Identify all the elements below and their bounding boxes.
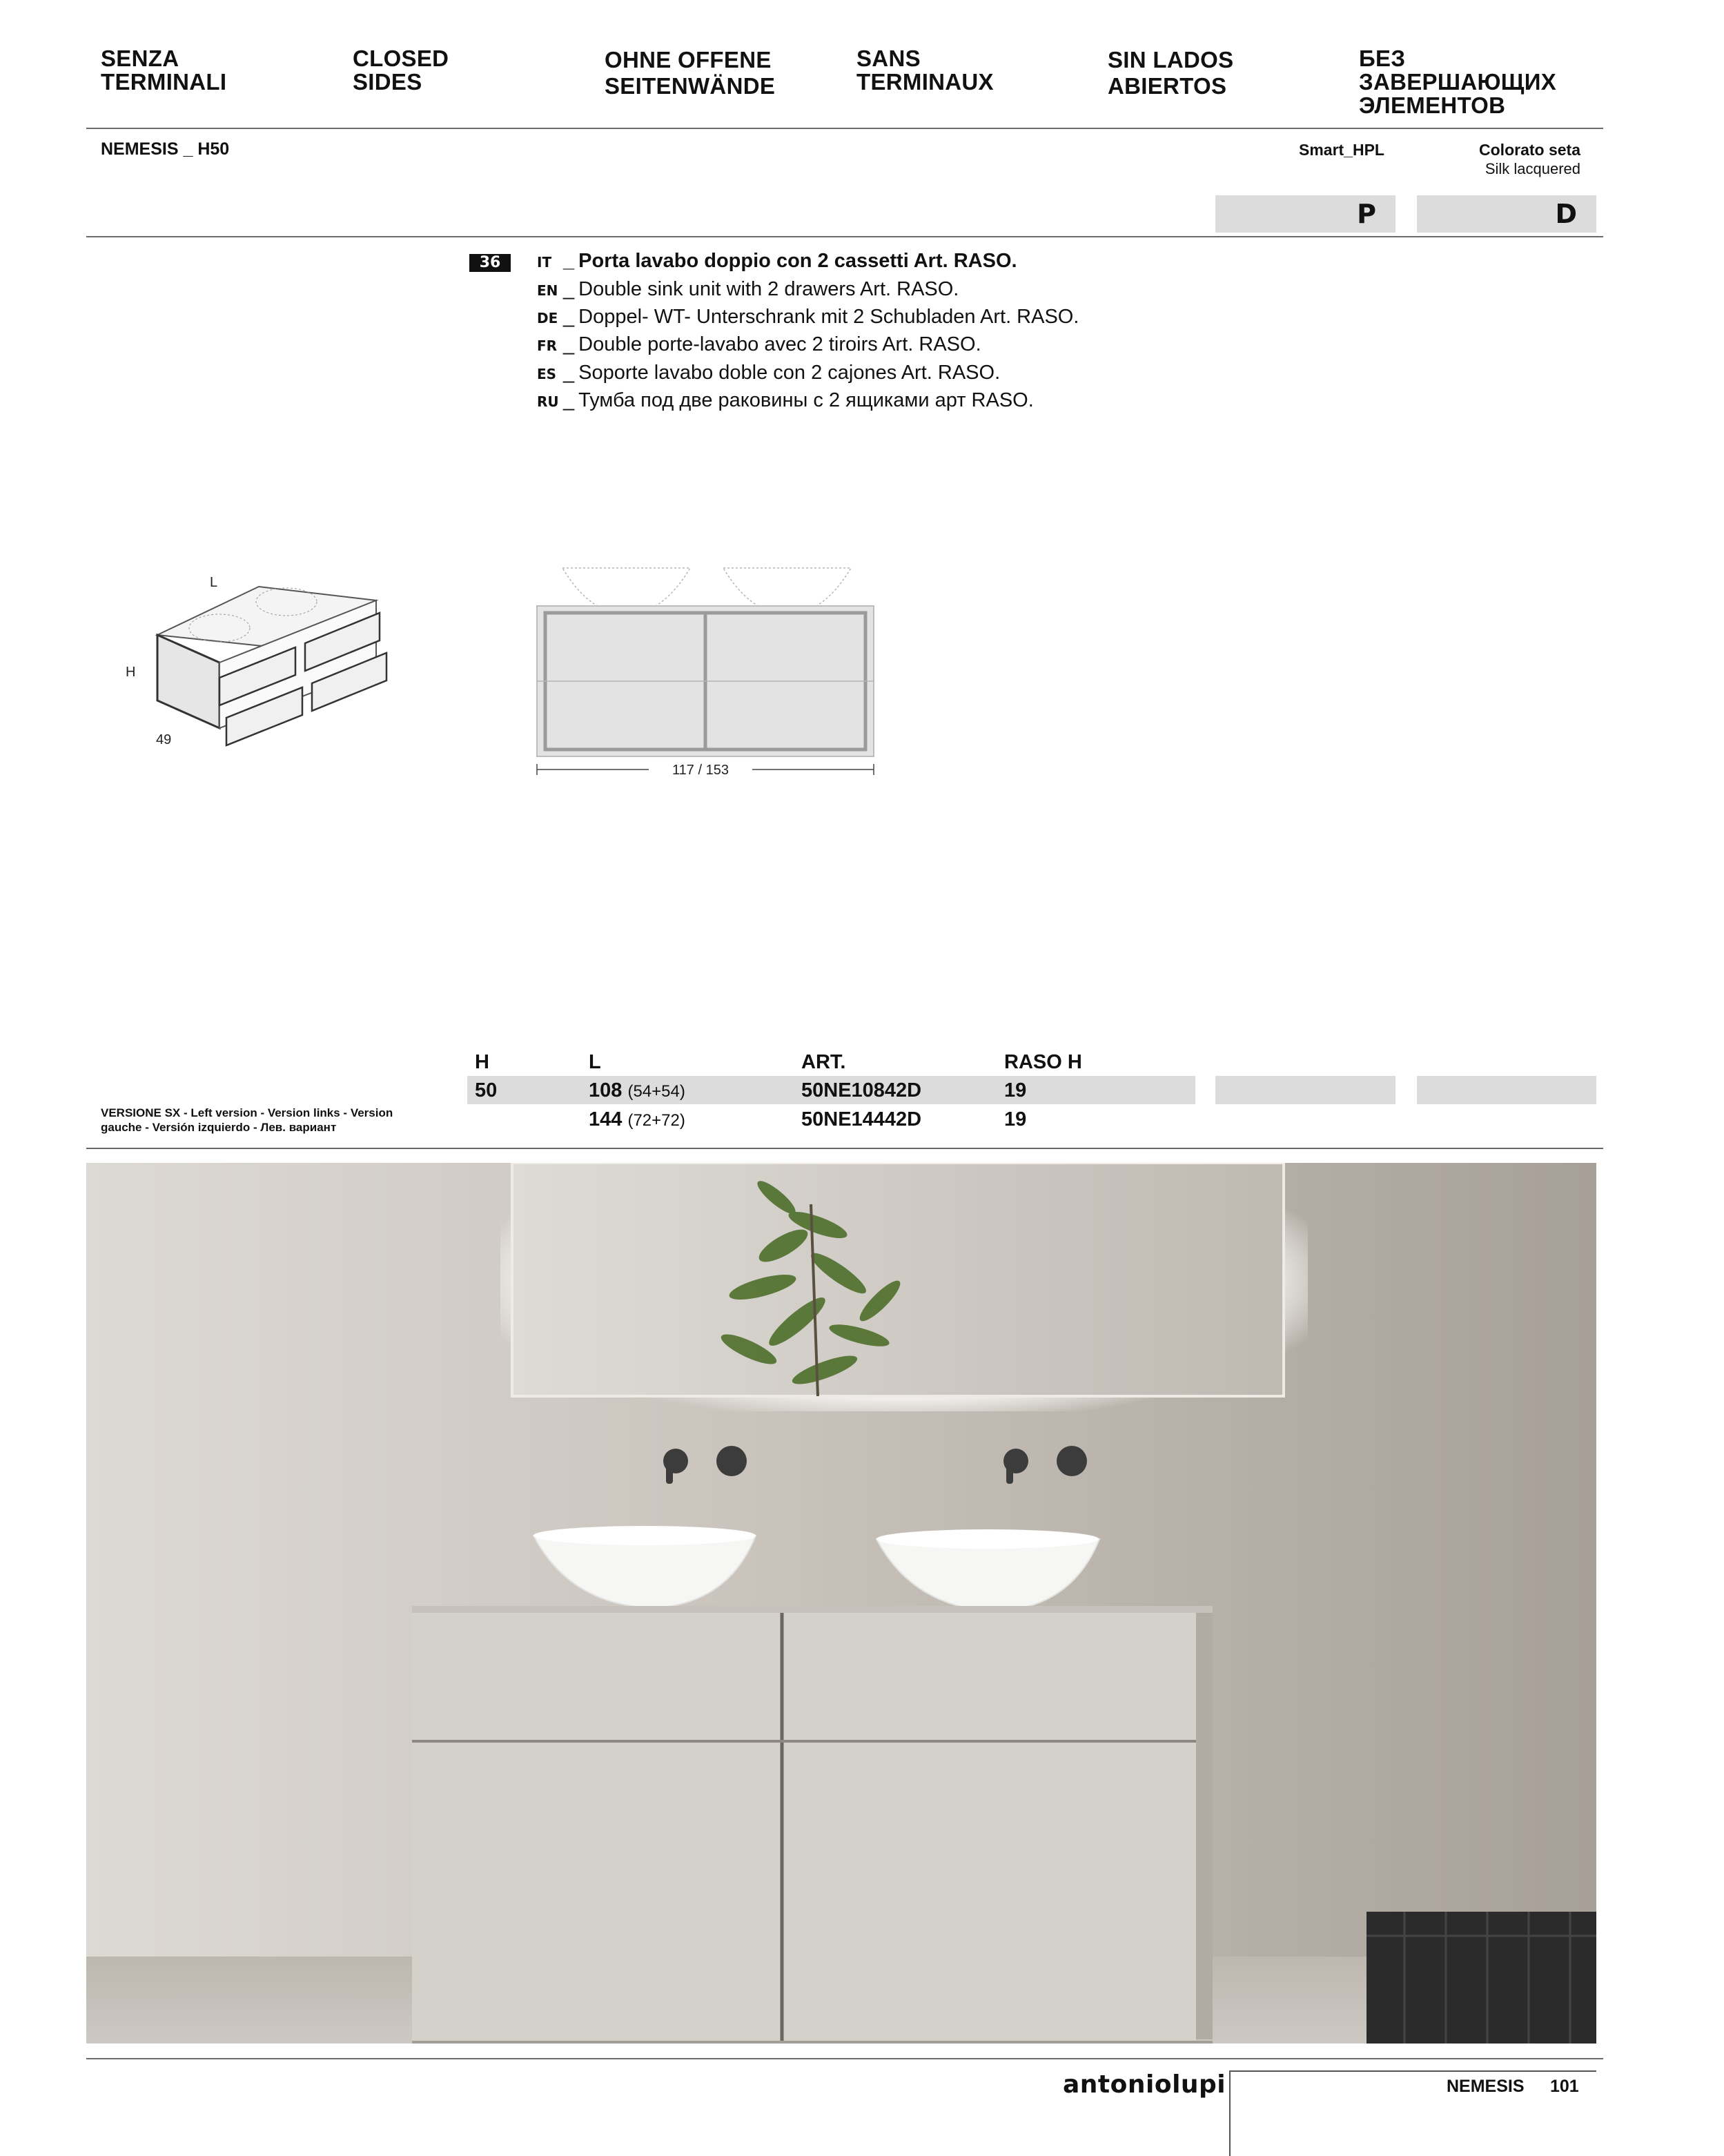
finish-subtitle-colorato: Silk lacquered [1485,160,1580,177]
width-dimension: 117 / 153 [672,763,729,778]
cell-l-main: 144 [589,1108,623,1130]
header-col-ru: БЕЗ ЗАВЕРШАЮЩИХ ЭЛЕМЕНТОВ [1359,46,1557,118]
desc-text: Doppel- WT- Unterschrank mit 2 Schubladen Art. RASO. [578,306,1079,328]
lang-code: ES [537,366,557,382]
page-number: 101 [1550,2077,1579,2096]
header-col-it: SENZA TERMINALI [101,46,227,95]
desc-en: EN _ Double sink unit with 2 drawers Art. RASO. [537,275,959,304]
item-number-badge: 36 [469,254,511,272]
finish-title-smart-hpl: Smart_HPL [1299,141,1384,159]
col-header-h: H [475,1051,489,1073]
col-header-raso: RASO H [1004,1051,1082,1073]
header-divider [86,128,1603,129]
col-header-art: ART. [801,1051,846,1073]
lang-code: DE [537,310,558,326]
brand-logo: antoniolupi [1063,2070,1226,2099]
label-depth: 49 [156,732,172,747]
price-cell-p [1215,1076,1395,1104]
collection-divider [86,236,1603,237]
desc-fr: FR _ Double porte-lavabo avec 2 tiroirs Art. RASO. [537,331,981,360]
lang-code: IT [537,254,552,271]
desc-text: Double porte-lavabo avec 2 tiroirs Art. RASO. [578,333,981,355]
desc-es: ES _ Soporte lavabo doble con 2 cajones Art. RASO. [537,359,1000,388]
table-row [589,1108,685,1131]
desc-text: Double sink unit with 2 drawers Art. RASO. [578,278,959,300]
cell-l-main: 108 [589,1079,623,1101]
finish-code-d: D [1417,195,1596,233]
desc-text: Porta lavabo doppio con 2 cassetti Art. RASO. [578,250,1017,272]
desc-ru: RU _ Тумба под две раковины с 2 ящиками арт RASO. [537,386,1034,415]
lang-code: FR [537,337,558,354]
collection-name: NEMESIS _ H50 [101,139,230,159]
cell-art: 50NE10842D [801,1079,922,1101]
cell-l-sub: (72+72) [627,1111,685,1130]
table-row [589,1079,685,1102]
label-l: L [210,575,218,590]
front-view-drawing [531,562,883,783]
header-col-de: OHNE OFFENE SEITENWÄNDE [605,47,776,99]
finish-title-colorato: Colorato seta [1479,141,1580,159]
cell-height: 50 [475,1079,498,1101]
cell-raso: 19 [1004,1079,1027,1101]
footer-box [1229,2070,1596,2156]
desc-de: DE _ Doppel- WT- Unterschrank mit 2 Schubladen Art. RASO. [537,303,1079,332]
footer-divider [86,2058,1603,2059]
header-col-es: SIN LADOS ABIERTOS [1108,47,1234,99]
desc-text: Тумба под две раковины с 2 ящиками арт RASO. [578,389,1034,411]
product-photo [86,1163,1596,2044]
cell-raso: 19 [1004,1108,1027,1130]
version-note: VERSIONE SX - Left version - Version links - Version gauche - Versión izquierdo - Лев. вариант [101,1106,393,1134]
desc-it: IT _ Porta lavabo doppio con 2 cassetti Art. RASO. [537,247,1017,276]
footer-collection: NEMESIS [1447,2077,1525,2096]
cell-art: 50NE14442D [801,1108,922,1130]
table-divider [86,1148,1603,1149]
header-col-fr: SANS TERMINAUX [856,46,994,95]
header-col-en: CLOSED SIDES [353,46,449,95]
desc-text: Soporte lavabo doble con 2 cajones Art. RASO. [578,362,1001,384]
price-cell-d [1417,1076,1596,1104]
label-h: H [126,665,136,680]
isometric-drawing [117,559,407,766]
lang-code: EN [537,282,558,299]
lang-code: RU [537,393,559,410]
finish-code-p: P [1215,195,1395,233]
cell-l-sub: (54+54) [627,1082,685,1101]
col-header-l: L [589,1051,601,1073]
